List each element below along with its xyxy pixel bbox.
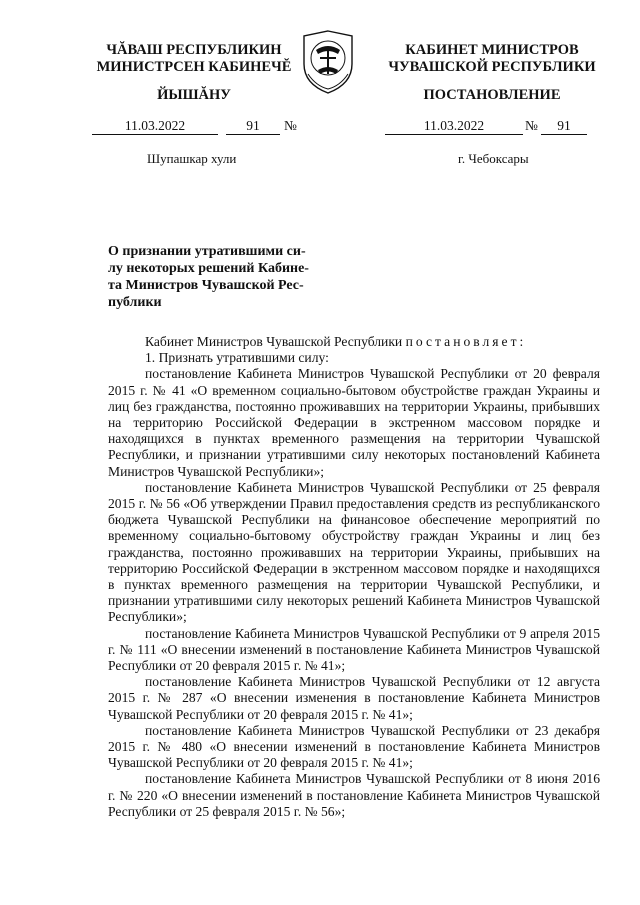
subject-line: публики xyxy=(108,295,162,310)
left-number-sign: № xyxy=(284,118,297,133)
header-left-line1: ЧĂВАШ РЕСПУБЛИКИН xyxy=(106,42,282,58)
subject-line: та Министров Чувашской Рес- xyxy=(108,278,304,293)
chuvash-coat-of-arms-icon xyxy=(298,28,358,96)
header-left-line2: МИНИСТРСЕН КАБИНЕЧĔ xyxy=(96,59,292,75)
document-body xyxy=(108,334,600,820)
right-place: г. Чебоксары xyxy=(458,151,529,166)
doc-type-chuvash: ЙЫШĂНУ xyxy=(157,87,231,103)
right-number: 91 xyxy=(557,118,571,133)
repealed-act-paragraph: постановление Кабинета Министров Чувашской Республики от 20 февраля 2015 г. № 41 «О временном социально-бытовом обустройстве граждан Украины и лиц без гражданства, постоянно проживавших на территории Украины, прибывших на территорию Российской Федерации в экстренном массовом порядке и находящихся в пунктах временного размещения на территории Чувашской Республики, и признании утратившими силу некоторых постановлений Кабинета Министров Чувашской Республики»; xyxy=(108,366,600,479)
repealed-act-paragraph: постановление Кабинета Министров Чувашской Республики от 12 августа 2015 г. № 287 «О внесении изменения в постановление Кабинета Министров Чувашской Республики от 20 февраля 2015 г. № 41»; xyxy=(108,674,600,722)
preamble-text: Кабинет Министров Чувашской Республики xyxy=(145,334,406,349)
doc-type-russian: ПОСТАНОВЛЕНИЕ xyxy=(423,87,561,103)
header-right-line1: КАБИНЕТ МИНИСТРОВ xyxy=(405,42,579,58)
left-place: Шупашкар хули xyxy=(147,151,237,166)
subject-line: О признании утратившими си- xyxy=(108,244,306,259)
right-date: 11.03.2022 xyxy=(423,118,485,133)
preamble xyxy=(108,334,600,350)
header-right-line2: ЧУВАШСКОЙ РЕСПУБЛИКИ xyxy=(388,59,596,75)
repealed-act-paragraph: постановление Кабинета Министров Чувашской Республики от 9 апреля 2015 г. № 111 «О внесении изменений в постановление Кабинета Министров Чувашской Республики от 20 февраля 2015 г. № 41»; xyxy=(108,625,600,674)
subject-line: лу некоторых решений Кабине- xyxy=(108,261,309,276)
right-number-sign: № xyxy=(525,118,538,133)
repealed-act-paragraph: постановление Кабинета Министров Чувашской Республики от 8 июня 2016 г. № 220 «О внесении изменений в постановление Кабинета Министров Чувашской Республики от 25 февраля 2015 г. № 56»; xyxy=(108,771,600,819)
preamble-verb: постановляет: xyxy=(405,334,527,349)
repealed-act-paragraph: постановление Кабинета Министров Чувашской Республики от 25 февраля 2015 г. № 56 «Об утверждении Правил предоставления средств из республиканского бюджета Чувашской Республики на финансовое обеспечение мероприятий по временному социально-бытовому обустройству граждан Украины и лиц без гражданства, постоянно проживавших на территории Украины, прибывших на территорию Российской Федерации в экстренном массовом порядке и находящихся в пунктах временного размещения на территории Чувашской Республики, и признании утратившими силу некоторых решений Кабинета Министров Чувашской Республики»; xyxy=(108,479,600,625)
left-number: 91 xyxy=(246,118,260,133)
document-subject xyxy=(108,243,318,311)
header-left-chuvash xyxy=(78,42,310,76)
header-right-russian xyxy=(378,42,606,76)
item-1: 1. Признать утратившими силу: xyxy=(145,350,329,366)
repealed-act-paragraph: постановление Кабинета Министров Чувашской Республики от 23 декабря 2015 г. № 480 «О внесении изменений в постановление Кабинета Министров Чувашской Республики от 20 февраля 2015 г. № 41»; xyxy=(108,722,600,771)
left-date: 11.03.2022 xyxy=(124,118,186,133)
